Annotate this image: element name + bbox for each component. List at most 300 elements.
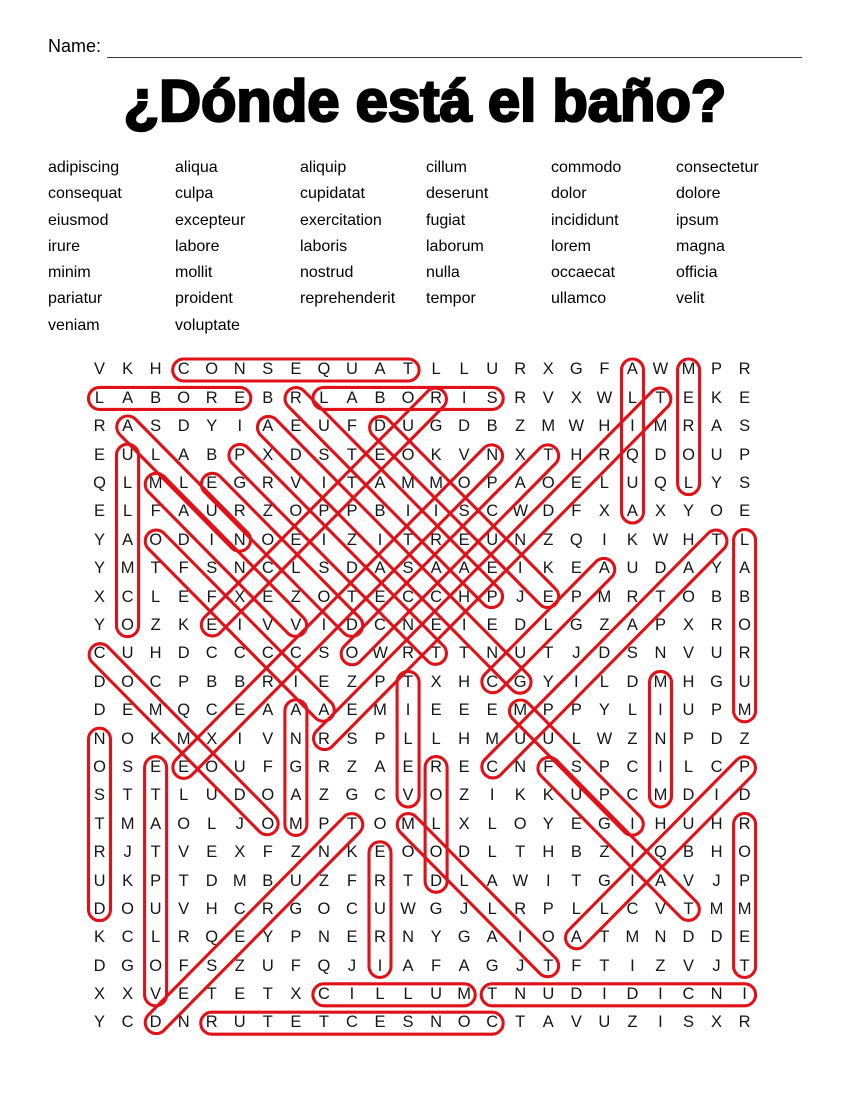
grid-cell: E xyxy=(374,1013,386,1032)
grid-cell: M xyxy=(485,729,500,748)
grid-cell: C xyxy=(289,644,302,663)
grid-cell: L xyxy=(291,559,301,578)
grid-cell: V xyxy=(654,899,666,918)
grid-cell: U xyxy=(430,985,443,1004)
grid-cell: O xyxy=(261,786,275,805)
grid-cell: S xyxy=(122,757,134,776)
grid-cell: Z xyxy=(627,729,638,748)
grid-cell: V xyxy=(178,899,190,918)
grid-cell: U xyxy=(233,1013,246,1032)
word-list-item: commodo xyxy=(551,159,622,176)
grid-cell: S xyxy=(739,417,751,436)
grid-cell: T xyxy=(515,1013,526,1032)
grid-cell: C xyxy=(626,899,639,918)
grid-cell: T xyxy=(206,985,217,1004)
grid-cell: E xyxy=(206,843,218,862)
grid-cell: J xyxy=(572,644,581,663)
grid-cell: S xyxy=(206,956,218,975)
grid-cell: R xyxy=(317,729,330,748)
grid-cell: C xyxy=(121,587,134,606)
grid-cell: H xyxy=(205,899,218,918)
grid-cell: Q xyxy=(93,474,106,493)
grid-cell: U xyxy=(486,360,499,379)
grid-cell: L xyxy=(207,814,217,833)
grid-cell: Y xyxy=(94,1013,106,1032)
grid-cell: Y xyxy=(711,559,723,578)
grid-cell: K xyxy=(94,928,106,947)
grid-cell: C xyxy=(149,672,162,691)
grid-cell: H xyxy=(542,843,555,862)
grid-cell: N xyxy=(514,757,527,776)
word-list-item: aliqua xyxy=(175,159,218,176)
grid-cell: O xyxy=(457,1013,471,1032)
grid-cell: O xyxy=(205,360,219,379)
grid-cell: A xyxy=(374,559,386,578)
grid-cell: G xyxy=(457,928,471,947)
grid-cell: M xyxy=(401,474,415,493)
grid-cell: M xyxy=(709,899,724,918)
grid-cell: T xyxy=(402,871,414,890)
grid-cell: K xyxy=(150,729,162,748)
grid-cell: C xyxy=(233,899,246,918)
grid-cell: C xyxy=(710,757,723,776)
grid-cell: U xyxy=(738,672,751,691)
grid-cell: N xyxy=(177,1013,190,1032)
grid-cell: A xyxy=(318,701,330,720)
grid-cell: D xyxy=(289,445,302,464)
grid-cell: C xyxy=(430,587,443,606)
grid-cell: T xyxy=(515,843,526,862)
grid-cell: O xyxy=(317,587,331,606)
grid-cell: M xyxy=(429,474,443,493)
word-list-item: excepteur xyxy=(175,211,246,229)
grid-cell: H xyxy=(682,530,695,549)
grid-cell: U xyxy=(233,757,246,776)
grid-cell: I xyxy=(630,956,635,975)
grid-cell: C xyxy=(682,985,695,1004)
grid-cell: A xyxy=(514,474,526,493)
grid-cell: V xyxy=(683,871,695,890)
grid-cell: V xyxy=(290,616,302,634)
grid-cell: O xyxy=(738,616,752,634)
grid-cell: A xyxy=(122,530,134,549)
grid-cell: Y xyxy=(598,701,610,720)
grid-cell: E xyxy=(234,928,246,947)
grid-cell: I xyxy=(349,985,355,1004)
grid-cell: X xyxy=(570,388,582,407)
grid-cell: H xyxy=(570,445,583,464)
grid-cell: Z xyxy=(262,502,273,521)
grid-cell: E xyxy=(290,530,302,549)
grid-cell: E xyxy=(234,985,246,1004)
grid-cell: N xyxy=(654,729,667,748)
grid-cell: C xyxy=(374,786,386,805)
grid-cell: C xyxy=(486,672,499,691)
grid-cell: N xyxy=(486,445,499,464)
grid-cell: U xyxy=(402,417,414,436)
grid-cell: T xyxy=(655,388,666,407)
grid-cell: T xyxy=(543,644,554,663)
word-list-item: consectetur xyxy=(676,159,759,176)
grid-cell: X xyxy=(206,729,218,748)
grid-cell: G xyxy=(597,871,611,890)
grid-cell: O xyxy=(401,445,415,464)
grid-cell: L xyxy=(151,587,161,606)
grid-cell: V xyxy=(262,729,274,748)
grid-cell: E xyxy=(402,757,414,776)
grid-cell: O xyxy=(149,956,163,975)
grid-cell: E xyxy=(206,474,218,493)
grid-cell: R xyxy=(177,928,190,947)
grid-cell: J xyxy=(347,956,357,975)
grid-cell: R xyxy=(710,616,723,634)
grid-cell: U xyxy=(486,530,499,549)
grid-cell: O xyxy=(682,445,695,464)
grid-cell: C xyxy=(205,644,218,663)
grid-cell: R xyxy=(261,672,274,691)
grid-cell: S xyxy=(570,757,582,776)
grid-cell: T xyxy=(571,871,582,890)
grid-cell: B xyxy=(374,388,386,407)
grid-cell: V xyxy=(150,985,162,1004)
grid-cell: L xyxy=(375,985,385,1004)
grid-cell: R xyxy=(289,388,302,407)
word-list-item: magna xyxy=(676,237,725,255)
grid-cell: Z xyxy=(346,530,357,549)
grid-cell: V xyxy=(542,388,554,407)
grid-cell: D xyxy=(177,530,190,549)
grid-cell: T xyxy=(402,530,414,549)
grid-cell: O xyxy=(317,899,331,918)
grid-cell: A xyxy=(542,1013,554,1032)
grid-cell: X xyxy=(262,445,274,464)
grid-cell: T xyxy=(262,985,273,1004)
grid-cell: G xyxy=(569,360,583,379)
grid-cell: D xyxy=(233,786,246,805)
grid-cell: B xyxy=(711,587,723,606)
grid-cell: V xyxy=(570,1013,582,1032)
grid-cell: I xyxy=(658,985,663,1004)
grid-cell: N xyxy=(289,729,302,748)
word-list-column xyxy=(175,155,300,339)
grid-cell: U xyxy=(542,985,555,1004)
grid-cell: F xyxy=(346,417,357,436)
grid-cell: E xyxy=(739,388,751,407)
grid-cell: Z xyxy=(346,757,357,776)
word-list-item: occaecat xyxy=(551,264,616,282)
grid-cell: D xyxy=(710,928,723,947)
grid-cell: R xyxy=(93,417,106,436)
grid-cell: P xyxy=(711,701,723,720)
grid-cell: W xyxy=(568,417,585,436)
grid-cell: V xyxy=(262,616,274,634)
grid-cell: S xyxy=(458,502,470,521)
grid-cell: E xyxy=(318,672,330,691)
grid-cell: I xyxy=(377,956,383,975)
grid-cell: W xyxy=(652,360,669,379)
grid-cell: W xyxy=(652,530,669,549)
grid-cell: Q xyxy=(569,530,583,549)
grid-cell: A xyxy=(683,559,695,578)
grid-cell: D xyxy=(177,417,190,436)
grid-cell: E xyxy=(178,985,190,1004)
grid-cell: D xyxy=(93,899,106,918)
grid-cell: Z xyxy=(655,956,666,975)
grid-cell: G xyxy=(121,956,134,975)
grid-cell: P xyxy=(598,757,610,776)
grid-cell: X xyxy=(654,502,666,521)
grid-cell: L xyxy=(431,729,441,748)
grid-cell: E xyxy=(486,701,498,720)
grid-cell: P xyxy=(683,729,695,748)
grid-cell: T xyxy=(178,871,189,890)
grid-cell: S xyxy=(626,644,638,663)
grid-cell: E xyxy=(430,701,442,720)
grid-cell: D xyxy=(93,701,106,720)
grid-cell: D xyxy=(570,985,583,1004)
grid-cell: L xyxy=(599,672,609,691)
grid-cell: U xyxy=(514,644,527,663)
grid-cell: Q xyxy=(205,928,219,947)
grid-cell: C xyxy=(233,644,246,663)
grid-cell: T xyxy=(150,843,161,862)
grid-cell: L xyxy=(179,474,189,493)
grid-cell: E xyxy=(486,559,498,578)
grid-cell: R xyxy=(514,360,527,379)
grid-cell: Z xyxy=(543,530,554,549)
grid-cell: B xyxy=(570,843,582,862)
grid-cell: R xyxy=(514,388,527,407)
grid-cell: C xyxy=(486,1013,499,1032)
grid-cell: X xyxy=(711,1013,723,1032)
word-list-item: aliquip xyxy=(300,159,347,176)
grid-cell: O xyxy=(429,843,443,862)
grid-cell: I xyxy=(630,814,635,833)
word-list-item: laboris xyxy=(300,237,348,255)
grid-cell: O xyxy=(177,814,191,833)
grid-cell: I xyxy=(405,701,411,720)
grid-cell: Y xyxy=(683,502,695,521)
grid-cell: P xyxy=(290,928,302,947)
grid-cell: U xyxy=(261,956,274,975)
grid-cell: R xyxy=(205,1013,218,1032)
grid-cell: I xyxy=(630,417,635,436)
grid-cell: C xyxy=(261,559,274,578)
word-list-item: velit xyxy=(676,290,705,308)
grid-cell: U xyxy=(374,899,386,918)
grid-cell: C xyxy=(121,928,134,947)
grid-cell: R xyxy=(261,474,274,493)
grid-cell: U xyxy=(205,786,218,805)
grid-cell: P xyxy=(598,786,610,805)
grid-cell: E xyxy=(290,360,302,379)
grid-cell: L xyxy=(122,502,133,521)
grid-cell: D xyxy=(374,417,386,436)
grid-cell: H xyxy=(682,672,695,691)
grid-cell: P xyxy=(739,445,751,464)
grid-cell: C xyxy=(345,899,358,918)
grid-cell: Y xyxy=(542,814,554,833)
grid-cell: N xyxy=(93,729,106,748)
name-fill-line[interactable] xyxy=(107,35,802,58)
grid-cell: H xyxy=(149,360,162,379)
grid-cell: C xyxy=(486,757,499,776)
grid-cell: M xyxy=(232,871,247,890)
grid-cell: G xyxy=(345,786,359,805)
grid-cell: R xyxy=(261,899,274,918)
grid-cell: E xyxy=(570,474,582,493)
grid-cell: A xyxy=(290,701,302,720)
grid-cell: Z xyxy=(346,672,357,691)
grid-cell: O xyxy=(513,814,527,833)
grid-cell: Z xyxy=(234,956,245,975)
grid-cell: A xyxy=(626,616,638,634)
grid-cell: A xyxy=(178,502,190,521)
grid-cell: V xyxy=(458,445,470,464)
word-list-column xyxy=(551,155,676,339)
grid-cell: N xyxy=(402,928,414,947)
grid-cell: U xyxy=(710,644,723,663)
grid-cell: I xyxy=(461,388,467,407)
grid-cell: E xyxy=(570,814,582,833)
word-list-column xyxy=(676,155,801,339)
grid-cell: H xyxy=(598,417,611,436)
grid-cell: I xyxy=(237,616,243,634)
grid-cell: E xyxy=(374,587,386,606)
grid-cell: E xyxy=(234,701,246,720)
grid-cell: I xyxy=(714,786,719,805)
grid-cell: X xyxy=(122,985,134,1004)
grid-cell: M xyxy=(653,417,668,436)
grid-cell: R xyxy=(738,360,751,379)
grid-cell: D xyxy=(93,956,106,975)
grid-cell: B xyxy=(262,388,274,407)
grid-cell: R xyxy=(205,388,218,407)
grid-cell: T xyxy=(711,530,722,549)
grid-cell: X xyxy=(430,672,442,691)
grid-cell: B xyxy=(374,502,386,521)
grid-cell: C xyxy=(626,786,639,805)
grid-cell: A xyxy=(626,360,638,379)
grid-cell: E xyxy=(430,616,442,634)
grid-cell: S xyxy=(206,559,218,578)
grid-cell: Z xyxy=(599,616,610,634)
word-list-column xyxy=(426,155,551,339)
grid-cell: Q xyxy=(654,474,667,493)
grid-cell: T xyxy=(543,445,554,464)
grid-cell: M xyxy=(625,928,640,947)
grid-cell: K xyxy=(542,786,554,805)
grid-cell: F xyxy=(290,956,301,975)
grid-cell: Q xyxy=(625,445,639,464)
grid-cell: T xyxy=(543,956,554,975)
grid-cell: P xyxy=(739,757,751,776)
grid-cell: B xyxy=(739,587,751,606)
grid-cell: O xyxy=(149,530,163,549)
grid-cell: B xyxy=(683,843,695,862)
grid-cell: J xyxy=(516,587,525,606)
grid-cell: P xyxy=(570,587,582,606)
grid-cell: K xyxy=(122,360,134,379)
grid-cell: C xyxy=(205,701,218,720)
grid-cell: I xyxy=(742,985,747,1004)
grid-cell: C xyxy=(626,757,639,776)
word-list-item: consequat xyxy=(48,185,122,203)
grid-cell: B xyxy=(486,417,498,436)
grid-cell: K xyxy=(346,843,358,862)
word-list-item: veniam xyxy=(48,316,100,334)
grid-cell: C xyxy=(261,644,274,663)
grid-cell: O xyxy=(177,388,191,407)
grid-cell: U xyxy=(317,417,330,436)
word-list-item: cupidatat xyxy=(300,185,365,203)
grid-cell: M xyxy=(148,474,163,493)
grid-cell: B xyxy=(206,445,218,464)
grid-cell: A xyxy=(739,559,751,578)
grid-cell: L xyxy=(683,474,694,493)
grid-cell: Q xyxy=(317,360,331,379)
grid-cell: I xyxy=(489,786,495,805)
grid-cell: S xyxy=(318,559,330,578)
grid-cell: T xyxy=(346,587,357,606)
grid-cell: T xyxy=(683,899,694,918)
grid-cell: P xyxy=(542,701,554,720)
grid-cell: M xyxy=(120,814,135,833)
grid-cell: F xyxy=(178,956,189,975)
grid-cell: U xyxy=(514,729,527,748)
grid-cell: V xyxy=(683,644,695,663)
grid-cell: O xyxy=(345,644,359,663)
grid-cell: T xyxy=(346,474,357,493)
grid-cell: K xyxy=(430,445,442,464)
grid-cell: W xyxy=(372,644,388,663)
grid-cell: A xyxy=(598,559,610,578)
grid-cell: L xyxy=(627,388,637,407)
word-list-item: nulla xyxy=(426,264,460,282)
grid-cell: A xyxy=(458,956,470,975)
grid-cell: G xyxy=(289,757,303,776)
grid-cell: C xyxy=(177,360,190,379)
grid-cell: O xyxy=(261,530,275,549)
grid-cell: H xyxy=(458,729,471,748)
grid-cell: G xyxy=(233,474,247,493)
grid-cell: E xyxy=(458,530,470,549)
grid-cell: M xyxy=(288,814,303,833)
grid-cell: D xyxy=(345,616,358,634)
grid-cell: M xyxy=(737,899,752,918)
grid-cell: J xyxy=(460,899,469,918)
grid-cell: I xyxy=(405,502,411,521)
grid-cell: O xyxy=(261,814,275,833)
grid-cell: U xyxy=(205,502,218,521)
word-list-item: tempor xyxy=(426,290,476,308)
grid-cell: V xyxy=(290,474,302,493)
grid-cell: O xyxy=(121,899,134,918)
grid-cell: U xyxy=(626,559,639,578)
grid-cell: X xyxy=(94,985,106,1004)
grid-cell: E xyxy=(178,757,190,776)
grid-cell: R xyxy=(738,1013,751,1032)
grid-cell: D xyxy=(93,672,106,691)
word-list-item: eiusmod xyxy=(48,211,109,229)
grid-cell: U xyxy=(121,644,134,663)
grid-cell: I xyxy=(545,871,551,890)
grid-cell: O xyxy=(710,502,723,521)
grid-cell: L xyxy=(151,928,161,947)
grid-cell: X xyxy=(234,587,246,606)
grid-cell: Y xyxy=(94,559,106,578)
grid-cell: A xyxy=(178,445,190,464)
